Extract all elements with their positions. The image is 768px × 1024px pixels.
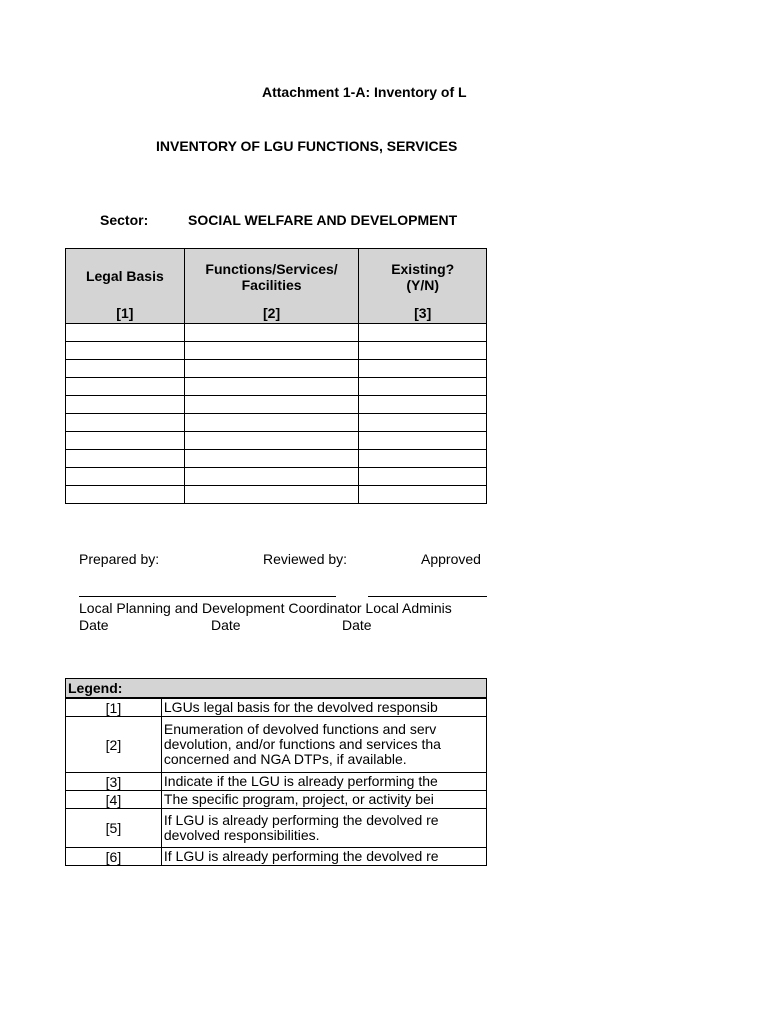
table-cell[interactable] [66,468,185,486]
legend-key: [4] [66,791,162,809]
legend-description [161,848,486,866]
table-cell[interactable] [184,432,359,450]
table-row [66,324,487,342]
table-row [66,432,487,450]
legend-description-line: The specific program, project, or activity bei [163,791,434,807]
table-cell[interactable] [359,414,487,432]
legend-description-line: devolution, and/or functions and services tha [163,736,441,752]
header-label-line2: Facilities [241,277,302,293]
table-cell[interactable] [184,378,359,396]
legend-key: [2] [66,717,162,773]
inventory-header-row [66,249,487,324]
table-cell[interactable] [66,414,185,432]
approved-by-label: Approved [421,551,481,567]
legend-description [161,773,486,791]
legend-description [161,809,486,848]
table-cell[interactable] [359,360,487,378]
table-cell[interactable] [184,414,359,432]
table-cell[interactable] [359,396,487,414]
header-number: [1] [116,305,134,321]
legend-row [66,717,487,773]
legend-description [161,698,486,717]
table-cell[interactable] [359,450,487,468]
table-cell[interactable] [66,450,185,468]
table-row [66,360,487,378]
prepared-by-signature-line [79,596,336,597]
table-row [66,396,487,414]
legend-row [66,848,487,866]
header-number: [3] [414,305,432,321]
legend-title: Legend: [66,679,487,699]
designation-text: Local Planning and Development Coordinator Local Adminis [79,600,452,616]
header-label-line1: Functions/Services/ [205,261,338,277]
table-cell[interactable] [66,486,185,504]
legend-header-row [66,679,487,699]
legend-key: [6] [66,848,162,866]
table-row [66,378,487,396]
header-label-line1: Legal Basis [85,268,164,284]
date-label-1: Date [79,617,109,633]
date-label-3: Date [342,617,372,633]
table-cell[interactable] [359,432,487,450]
inventory-table [65,248,487,504]
header-existing [359,249,487,324]
table-cell[interactable] [184,468,359,486]
table-row [66,486,487,504]
legend-description-line: Enumeration of devolved functions and serv [163,721,437,737]
legend-description-line: Indicate if the LGU is already performing the [163,773,438,789]
table-cell[interactable] [359,324,487,342]
sector-value: SOCIAL WELFARE AND DEVELOPMENT [188,212,458,228]
table-cell[interactable] [359,378,487,396]
header-label-line1: Existing? [391,261,455,277]
table-cell[interactable] [66,432,185,450]
header-functions-services [184,249,359,324]
legend-key: [1] [66,698,162,717]
table-row [66,450,487,468]
table-cell[interactable] [184,396,359,414]
reviewed-by-signature-line [368,596,487,597]
date-label-2: Date [211,617,241,633]
table-cell[interactable] [359,468,487,486]
table-cell[interactable] [66,378,185,396]
inventory-title: INVENTORY OF LGU FUNCTIONS, SERVICES [156,138,458,154]
legend-table [65,678,487,866]
legend-description [161,717,486,773]
table-cell[interactable] [66,342,185,360]
table-cell[interactable] [66,324,185,342]
table-cell[interactable] [359,486,487,504]
legend-description [161,791,486,809]
legend-row [66,809,487,848]
legend-description-line: If LGU is already performing the devolved re [163,848,439,864]
legend-key: [3] [66,773,162,791]
legend-row [66,698,487,717]
reviewed-by-label: Reviewed by: [263,551,348,567]
table-cell[interactable] [66,360,185,378]
table-cell[interactable] [184,360,359,378]
table-row [66,414,487,432]
legend-description-line: LGUs legal basis for the devolved responsib [163,699,438,715]
table-cell[interactable] [184,486,359,504]
table-row [66,468,487,486]
legend-description-line: If LGU is already performing the devolved re [163,812,439,828]
table-cell[interactable] [66,396,185,414]
legend-description-line: concerned and NGA DTPs, if available. [163,751,407,767]
attachment-title: Attachment 1-A: Inventory of L [262,84,467,100]
sector-label: Sector: [100,212,149,228]
header-label-line2: (Y/N) [406,277,440,293]
prepared-by-label: Prepared by: [79,551,160,567]
table-cell[interactable] [184,324,359,342]
table-cell[interactable] [359,342,487,360]
table-cell[interactable] [184,450,359,468]
legend-description-line: devolved responsibilities. [163,827,320,843]
header-legal-basis [66,249,185,324]
legend-row [66,773,487,791]
header-number: [2] [263,305,281,321]
table-cell[interactable] [184,342,359,360]
legend-key: [5] [66,809,162,848]
table-row [66,342,487,360]
legend-row [66,791,487,809]
